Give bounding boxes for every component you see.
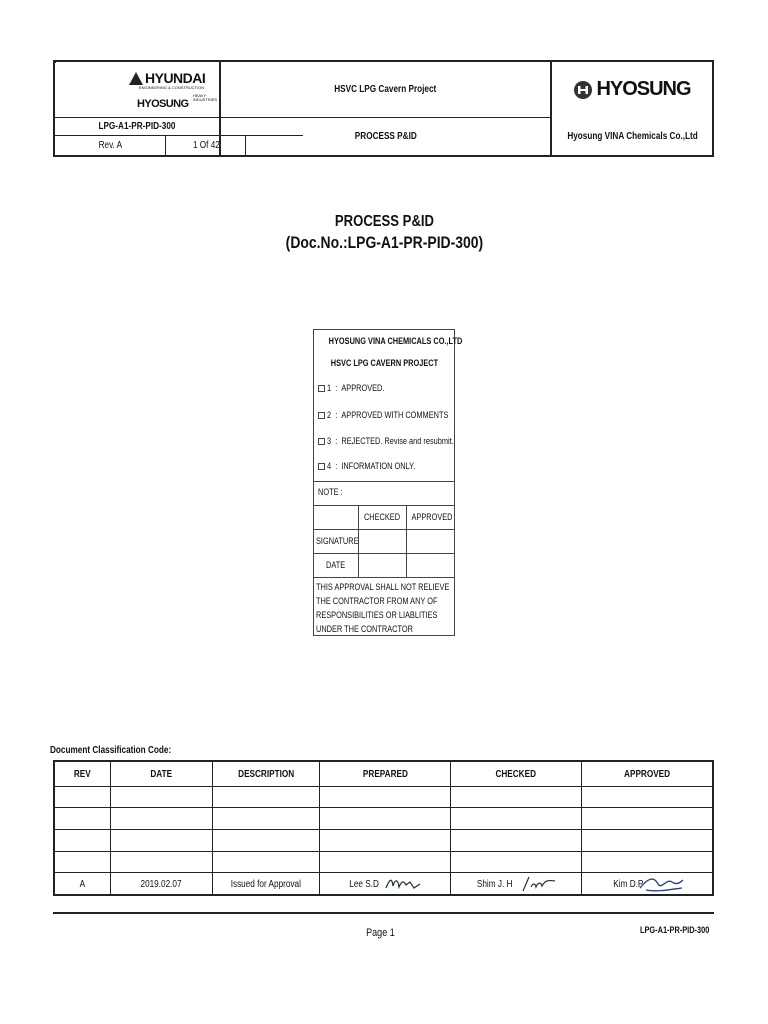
cell-prepared: Lee S.D [320,873,450,895]
stamp-option-3[interactable]: 3 : REJECTED. Revise and resubmit. [318,436,482,446]
header-rev: REV [74,768,91,780]
hyosung-logo-text: HYOSUNG [596,78,691,100]
checkbox-icon [318,385,325,392]
revision: Rev. A [98,140,122,151]
cell-approved: Kim D.P [582,873,712,895]
hyundai-logo-text: HYUNDAI [145,70,206,86]
classification-label: Document Classification Code: [50,745,172,756]
header-prepared: PREPARED [362,768,408,780]
footer-divider [53,912,714,914]
checkbox-icon [318,412,325,419]
stamp-signature-checked-cell[interactable] [359,530,406,553]
checkbox-icon [318,438,325,445]
revision-table [53,760,714,896]
header-checked: CHECKED [495,768,537,780]
cell-description: Issued for Approval [230,878,302,890]
stamp-row-date: DATE [326,560,346,570]
project-name: HSVC LPG Cavern Project [334,84,437,95]
hyosung-small-logo [137,93,218,112]
hyosung-client-logo [552,62,712,117]
hyosung-small-logo-text: HYOSUNG [137,98,189,110]
stamp-date-checked-cell[interactable] [359,554,406,577]
hyundai-logo-icon [129,72,143,85]
stamp-option-1[interactable]: 1 : APPROVED. [318,383,397,393]
signature-checked-icon [519,875,559,893]
cell-rev: A [79,878,86,890]
header-approved: APPROVED [623,768,671,780]
header-date: DATE [150,768,173,780]
title-line-2: (Doc.No.:LPG-A1-PR-PID-300) [285,233,483,252]
hyundai-logo [129,70,219,90]
signature-prepared-icon [384,876,424,892]
signature-approved-icon [638,874,684,894]
hyosung-emblem-icon [573,80,593,100]
document-title-cell: PROCESS P&ID [354,131,417,142]
page-number: Page 1 [365,927,395,939]
cell-date: 2019.02.07 [140,878,183,890]
checkbox-icon [318,463,325,470]
stamp-project: HSVC LPG CAVERN PROJECT [330,358,438,368]
stamp-col-checked: CHECKED [364,512,401,522]
title-line-1: PROCESS P&ID [334,213,434,230]
doc-number: LPG-A1-PR-PID-300 [98,121,176,132]
approval-stamp [313,329,463,636]
cell-checked: Shim J. H [451,873,581,895]
stamp-disclaimer: THIS APPROVAL SHALL NOT RELIEVE THE CONTRACTOR FROM ANY OF RESPONSIBILITIES OR LIABLITIES UNDER THE CONTRACTOR [316,582,450,634]
sheet-count: 1 Of 42 [192,140,220,151]
stamp-row-signature: SIGNATURE [316,536,359,546]
stamp-signature-approved-cell[interactable] [407,530,454,553]
client-name: Hyosung VINA Chemicals Co.,Ltd [567,131,699,142]
stamp-company: HYOSUNG VINA CHEMICALS CO.,LTD [328,336,463,346]
header-description: DESCRIPTION [237,768,295,780]
stamp-option-2[interactable]: 2 : APPROVED WITH COMMENTS [318,410,475,420]
footer-doc-code: LPG-A1-PR-PID-300 [640,925,710,935]
stamp-date-approved-cell[interactable] [407,554,454,577]
hyundai-logo-subtext: ENGINEERING & CONSTRUCTION [139,85,205,90]
stamp-col-approved: APPROVED [411,512,453,522]
stamp-note-label: NOTE : [318,487,343,497]
title-block-header [53,60,714,157]
hyosung-small-logo-subtext: HEAVY INDUSTRIES [192,93,218,102]
document-title [0,213,768,253]
stamp-option-4[interactable]: 4 : INFORMATION ONLY. [318,461,435,471]
